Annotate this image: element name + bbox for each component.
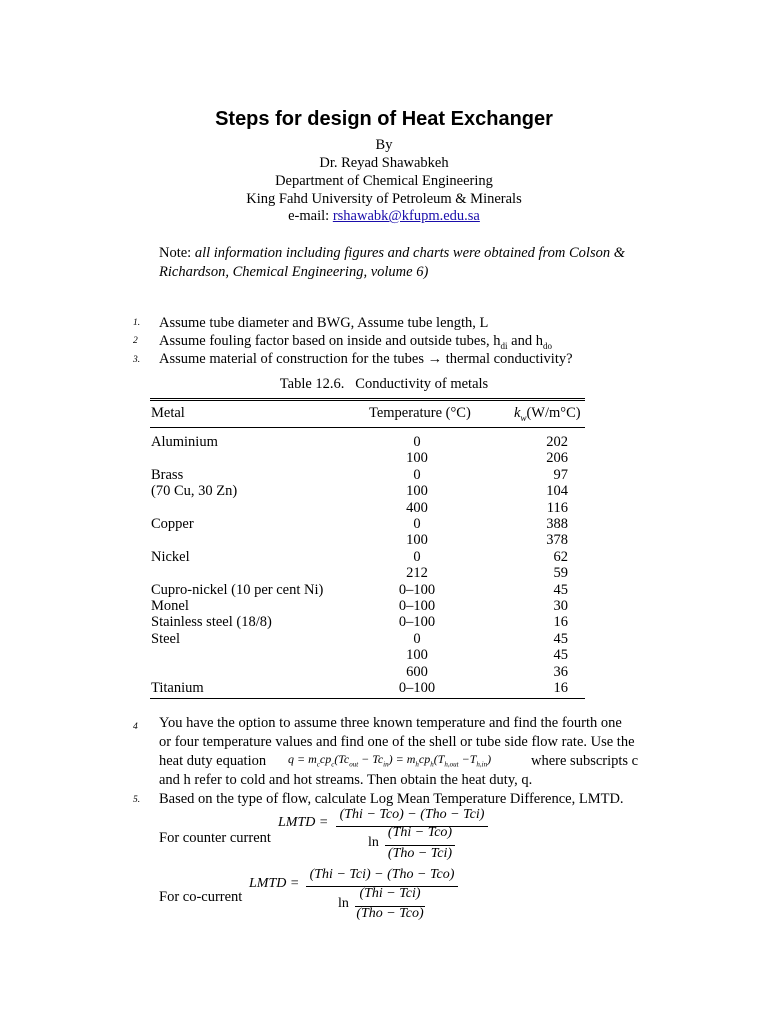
table-header-rule [150,427,585,428]
table-cell-temperature: 0–100 [398,582,436,598]
header-conductivity: $k_w(W/m^\circ C)$ [514,405,581,423]
author-name: Dr. Reyad Shawabkeh [319,155,449,171]
table-cell-conductivity: 16 [553,680,568,696]
step-1-label: Assume tube diameter and BWG, Assume tube length, L [159,315,489,331]
table-cell-temperature: 0 [413,516,421,532]
table-cell-temperature: 0 [413,631,421,647]
counter-current-label: For counter current [159,830,271,846]
table-cell-temperature: 100 [406,647,428,663]
step-2-mid: and h [507,333,543,349]
email-link[interactable]: rshawabk@kfupm.edu.sa [332,208,480,224]
table-cell-conductivity: 59 [553,565,568,581]
table-cell-temperature: 0 [413,549,421,565]
table-cell-conductivity: 45 [553,631,568,647]
table-cell-metal: Steel [151,631,180,647]
email-line [0,208,768,225]
document-title: Steps for design of Heat Exchanger [215,108,553,130]
table-cell-conductivity: 36 [553,664,568,680]
table-cell-metal: Nickel [151,549,190,565]
co-current-label: For co-current [159,889,243,905]
ln-symbol: ln [368,835,379,850]
table-top-rule [150,398,585,399]
table-cell-temperature: 100 [406,450,428,466]
step-3-text: Assume material of construction for the tubes → thermal conductivity? [159,351,573,367]
co-numerator: (Thi − Tci) − (Tho − Tco) [309,867,455,882]
step-number: 4 [133,722,138,732]
table-cell-metal: Monel [151,598,189,614]
step-4-line-4: and h refer to cold and hot streams. Then obtain the heat duty, q. [159,772,533,788]
table-cell-temperature: 0–100 [398,680,436,696]
table-cell-temperature: 212 [406,565,428,581]
table-cell-conductivity: 45 [553,582,568,598]
lmtd-label: LMTD = [249,876,300,891]
lmtd-label: LMTD = [278,815,329,830]
co-ln-numerator: (Thi − Tci) [359,886,421,901]
table-cell-conductivity: 45 [553,647,568,663]
department: Department of Chemical Engineering [275,173,493,189]
table-cell-temperature: 0–100 [398,614,436,630]
table-cell-metal: Aluminium [151,434,218,450]
step-5-text: Based on the type of flow, calculate Log Mean Temperature Difference, LMTD. [159,791,624,807]
table-cell-temperature: 0 [413,434,421,450]
step-number: 1. [133,318,141,328]
table-cell-temperature: 100 [406,483,428,499]
step-4-line-1: You have the option to assume three known temperature and find the fourth one [159,715,622,731]
table-cell-conductivity: 378 [546,532,568,548]
note-label: Note: [159,245,192,261]
table-cell-metal: Copper [151,516,194,532]
step-2-label: Assume fouling factor based on inside and outside tubes, h [159,333,501,349]
subscript-do: do [542,340,552,351]
table-cell-conductivity: 388 [546,516,568,532]
table-cell-metal: Cupro-nickel (10 per cent Ni) [151,582,324,598]
table-cell-conductivity: 116 [546,500,568,516]
table-cell-temperature: 0 [413,467,421,483]
table-bottom-rule [150,698,585,699]
table-cell-conductivity: 206 [546,450,568,466]
step-4-line-3 [159,752,266,771]
table-cell-conductivity: 30 [553,598,568,614]
counter-ln-numerator: (Thi − Tco) [387,825,453,840]
table-cell-conductivity: 16 [553,614,568,630]
step-1-text [159,314,488,333]
header-metal: Metal [151,405,185,421]
note-text: all information including figures and charts were obtained from Colson & Richardson, Chemical Engineering, volume 6) [159,245,626,280]
table-cell-metal: Brass [151,467,184,483]
step-number: 5. [133,795,141,805]
table-caption [0,376,768,393]
step-4-line-2: or four temperature values and find one of the shell or tube side flow rate. Use the [159,734,635,750]
table-cell-temperature: 100 [406,532,428,548]
note [159,244,659,282]
table-top-rule-2 [150,400,585,401]
table-cell-conductivity: 202 [546,434,568,450]
table-caption-number: Table 12.6. [279,376,345,392]
subscript-di: di [500,340,508,351]
university: King Fahd University of Petroleum & Minerals [246,191,522,207]
email-label: e-mail: [288,208,330,224]
header-temperature: Temperature (°C) [369,405,471,421]
counter-ln-denominator: (Tho − Tci) [387,846,453,861]
heat-duty-label: heat duty equation [159,753,267,769]
table-cell-metal: Titanium [151,680,204,696]
table-cell-conductivity: 97 [553,467,568,483]
table-caption-text: Conductivity of metals [355,376,489,392]
table-cell-metal: (70 Cu, 30 Zn) [151,483,238,499]
heat-duty-equation: $q = m_ccp_c(Tc_{out} - Tc_{in}) = m_hcp_h(T_{h,out} -T_{h,in})$ [288,752,492,769]
ln-symbol: ln [338,896,349,911]
byline: By [375,137,393,153]
table-cell-metal: Stainless steel (18/8) [151,614,272,630]
subscripts-note: where subscripts c [531,753,639,769]
step-number: 2 [133,336,138,346]
co-ln-denominator: (Tho − Tco) [356,906,424,921]
table-cell-temperature: 400 [406,500,428,516]
step-4-line-3-end [531,752,638,771]
table-cell-conductivity: 104 [546,483,568,499]
step-number: 3. [133,355,141,365]
counter-numerator: (Thi − Tco) − (Tho − Tci) [339,807,485,822]
table-cell-temperature: 0–100 [398,598,436,614]
table-cell-temperature: 600 [406,664,428,680]
table-cell-conductivity: 62 [553,549,568,565]
